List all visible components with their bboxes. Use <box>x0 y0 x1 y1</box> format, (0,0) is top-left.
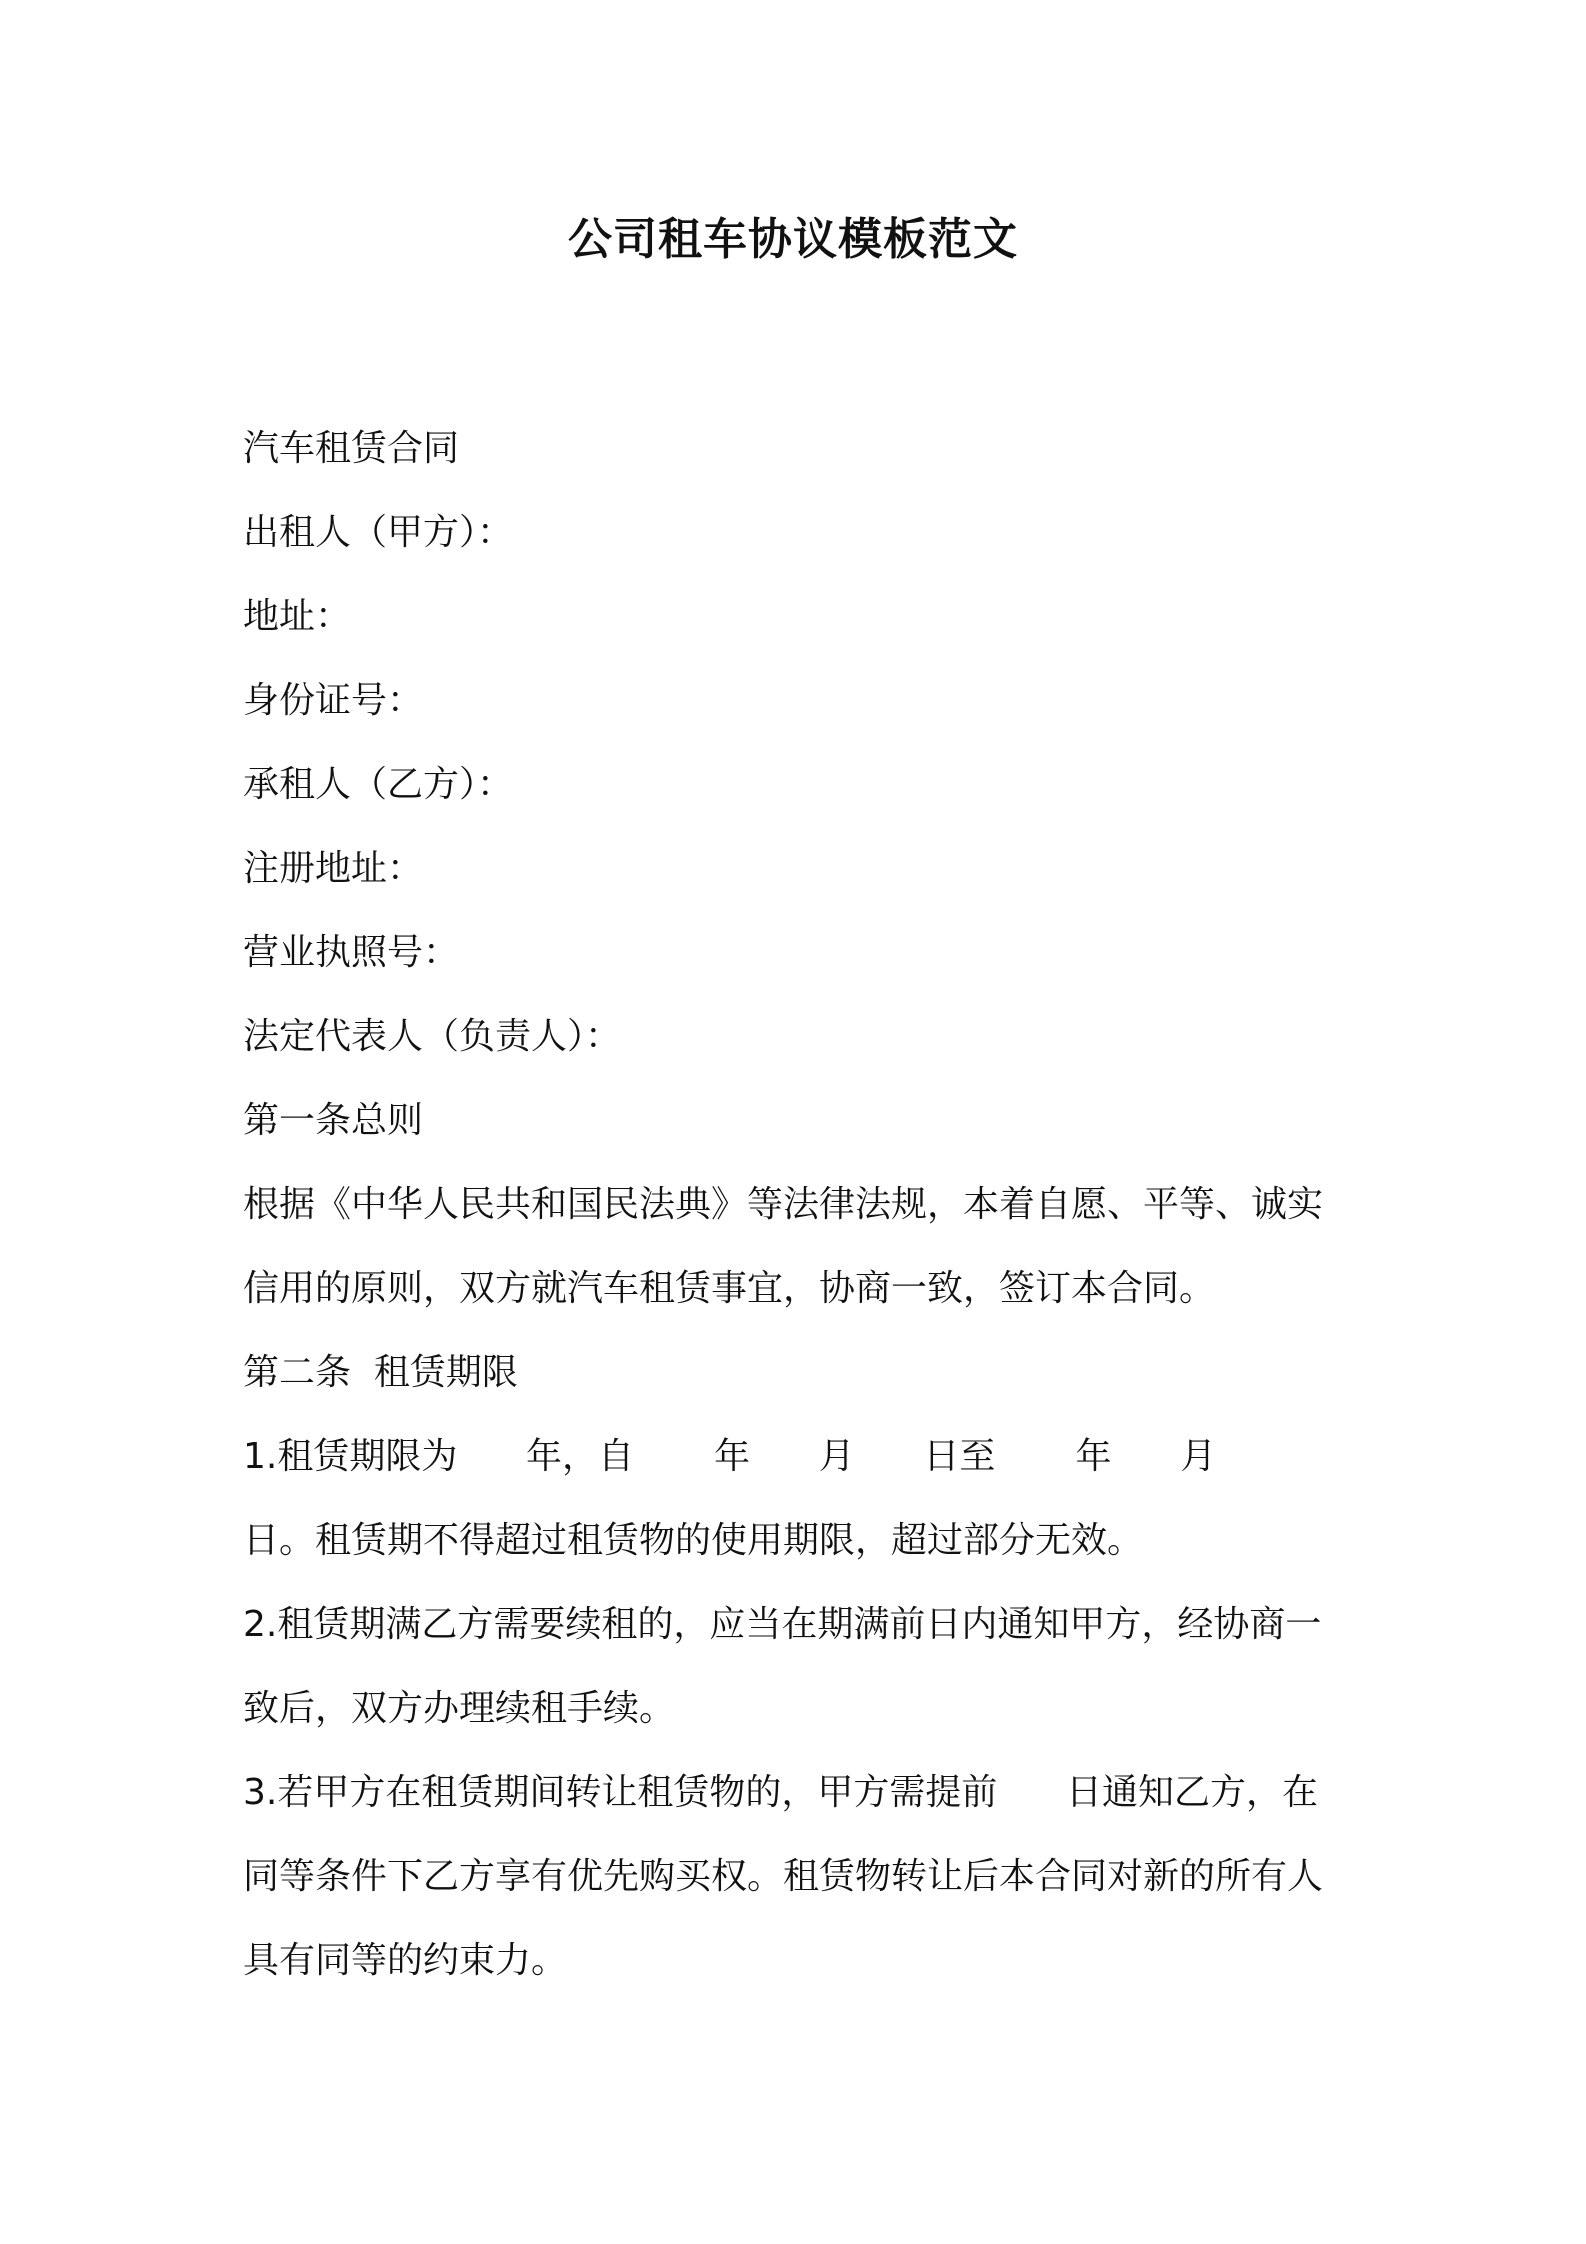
legal-representative-field: 法定代表人（负责人）： <box>243 1016 622 1057</box>
paragraph-line: 信用的原则，双方就汽车租赁事宜，协商一致，签订本合同。 <box>243 1268 1216 1309</box>
business-license-field: 营业执照号： <box>243 932 460 973</box>
paragraph-line: 根据《中华人民共和国民法典》等法律法规，本着自愿、平等、诚实 <box>243 1184 1324 1225</box>
lessor-field: 出租人（甲方）： <box>243 512 514 553</box>
paragraph-line: 日。租赁期不得超过租赁物的使用期限，超过部分无效。 <box>243 1520 1144 1561</box>
paragraph-line: 1.租赁期限为 年，自 年 月 日至 年 月 <box>243 1436 1217 1477</box>
paragraph-line: 3.若甲方在租赁期间转让租赁物的，甲方需提前 日通知乙方，在 <box>243 1772 1319 1813</box>
id-number-field: 身份证号： <box>243 680 424 721</box>
registered-address-field: 注册地址： <box>243 848 424 889</box>
paragraph-line: 2.租赁期满乙方需要续租的，应当在期满前日内通知甲方，经协商一 <box>243 1604 1322 1645</box>
paragraph-line: 具有同等的约束力。 <box>243 1940 568 1981</box>
paragraph-line: 致后，双方办理续租手续。 <box>243 1688 676 1729</box>
article-2-heading: 第二条 租赁期限 <box>243 1352 518 1393</box>
lessee-field: 承租人（乙方）： <box>243 764 514 805</box>
document-body <box>243 407 1363 2003</box>
article-1-heading: 第一条总则 <box>243 1100 424 1141</box>
lessor-address-field: 地址： <box>243 596 352 637</box>
contract-heading: 汽车租赁合同 <box>243 428 460 469</box>
paragraph-line: 同等条件下乙方享有优先购买权。租赁物转让后本合同对新的所有人 <box>243 1856 1324 1897</box>
document-title: 公司租车协议模板范文 <box>568 214 1018 265</box>
